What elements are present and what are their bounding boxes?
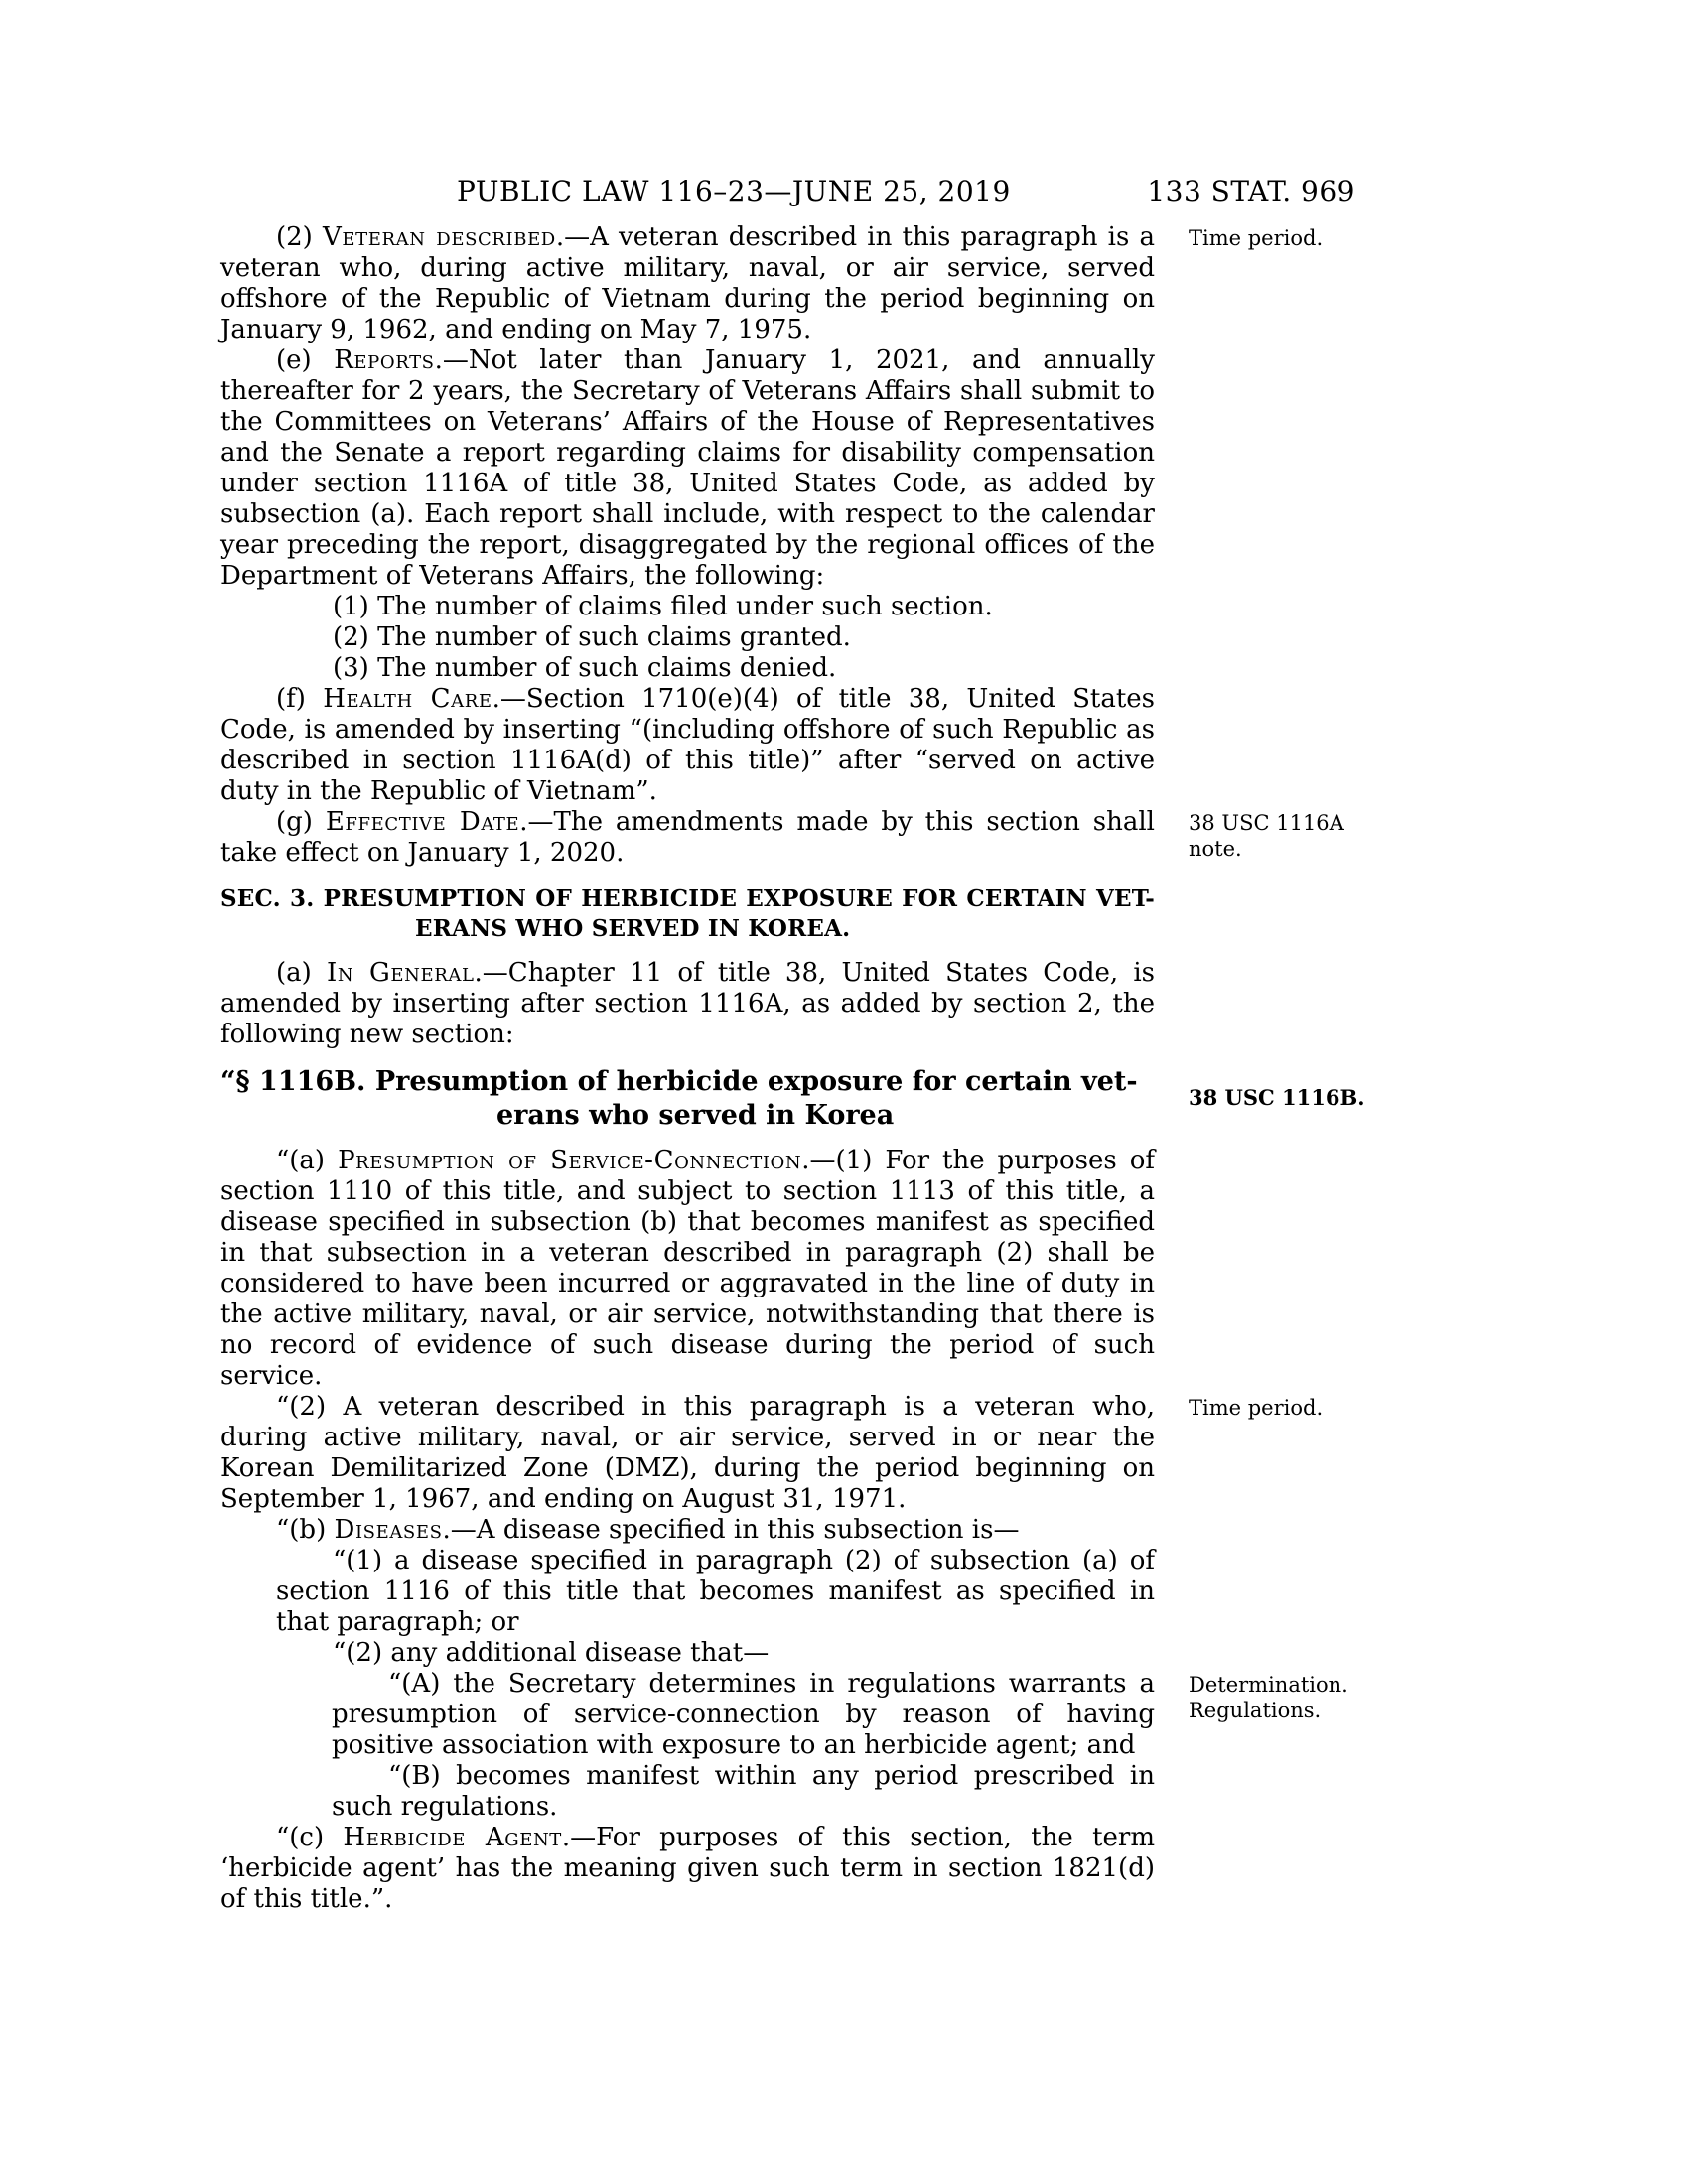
para-effective-date <box>220 807 1344 869</box>
margin-note-line: Determination. <box>1189 1673 1348 1697</box>
para-herbicide-agent <box>220 1823 1155 1915</box>
heading-line: SEC. 3. PRESUMPTION OF HERBICIDE EXPOSURE FOR CERTAIN VET- <box>220 886 1155 912</box>
small-caps-run: Effective Date <box>325 807 520 837</box>
margin-note-line: 38 USC 1116B. <box>1189 1085 1365 1110</box>
para-diseases <box>220 1515 1155 1546</box>
margin-note <box>1189 225 1382 251</box>
text-run: “(A) the Secretary determines in regulations warrants a presumption of service-connection by reason of having positive association with exposure to an herbicide agent; and <box>332 1669 1155 1760</box>
heading-line: erans who served in Korea <box>496 1100 895 1131</box>
text-run: (3) The number of such claims denied. <box>333 653 837 683</box>
header-law-title: PUBLIC LAW 116–23—JUNE 25, 2019 <box>457 175 1011 207</box>
margin-note <box>1189 1085 1382 1111</box>
para-in-general <box>220 958 1155 1050</box>
margin-note <box>1189 1395 1382 1421</box>
text-run: .—The amendments made by this section shall take effect on January 1, 2020. <box>220 807 1155 868</box>
text-run: “(B) becomes manifest within any period prescribed in such regulations. <box>332 1761 1155 1822</box>
para-veteran-described <box>220 222 1324 345</box>
diseases-item-2a <box>332 1669 1348 1761</box>
text-run: (1) The number of claims filed under such section. <box>333 592 993 621</box>
report-item-2 <box>220 622 1155 653</box>
para-presumption <box>220 1146 1155 1392</box>
margin-note-line: 38 USC 1116A <box>1189 811 1344 835</box>
running-header <box>220 175 1355 208</box>
text-run: “(b) <box>276 1515 335 1545</box>
heading-line: “§ 1116B. Presumption of herbicide exposure for certain vet- <box>220 1066 1138 1097</box>
text-run: .—For purposes of this section, the term ‘herbicide agent’ has the meaning given such term in section 1821(d) of this title.”. <box>220 1823 1156 1914</box>
report-item-1 <box>220 592 1155 622</box>
text-run: .—A veteran described in this paragraph is a veteran who, during active military, naval, or air service, served offshore of the Republic of Vietnam during the period beginning on January 9, 1962, and ending on May 7, 1975. <box>220 222 1155 344</box>
text-run: .—A disease specified in this subsection is— <box>442 1515 1020 1545</box>
heading-sec-3 <box>220 885 1155 944</box>
text-run: “(2) A veteran described in this paragraph is a veteran who, during active military, naval, or air service, served in or near the Korean Demilitarized Zone (DMZ), during the period beginning on September 1, 1967, and ending on August 31, 1971. <box>220 1392 1155 1514</box>
text-run: “(1) a disease specified in paragraph (2) of subsection (a) of section 1116 of this title that becomes manifest as specified in that paragraph; or <box>276 1546 1155 1637</box>
text-run: (2) The number of such claims granted. <box>333 622 851 652</box>
para-veteran-korea <box>220 1392 1324 1515</box>
text-run: .—(1) For the purposes of section 1110 of this title, and subject to section 1113 of this title, a disease specified in subsection (b) that becomes manifest as specified in that subsection in a veteran described in paragraph (2) shall be considered to have been incurred or aggravated in the line of duty in the active military, naval, or air service, notwithstanding that there is no record of evidence of such disease during the period of such service. <box>220 1146 1155 1391</box>
small-caps-run: In General <box>327 958 475 988</box>
margin-note-line: Time period. <box>1189 226 1324 250</box>
margin-note-line: Time period. <box>1189 1396 1324 1420</box>
header-page-number: 133 STAT. 969 <box>1147 175 1355 207</box>
text-run: (f) <box>276 684 324 714</box>
report-item-3 <box>220 653 1155 684</box>
diseases-item-2b <box>332 1761 1155 1823</box>
diseases-item-1 <box>276 1546 1155 1638</box>
small-caps-run: Reports <box>334 345 435 375</box>
text-run: “(c) <box>276 1823 344 1852</box>
small-caps-run: Veteran described <box>322 222 556 252</box>
text-run: (2) <box>276 222 323 252</box>
margin-note <box>1189 1672 1382 1723</box>
heading-sec-1116b <box>220 1065 1365 1133</box>
text-run: (a) <box>276 958 327 988</box>
diseases-item-2 <box>276 1638 1155 1669</box>
text-run: .—Section 1710(e)(4) of title 38, United States Code, is amended by inserting “(including offshore of such Republic as described in section 1116A(d) of this title)” after “served on active duty in the Republic of Vietnam”. <box>220 684 1156 806</box>
text-run: (g) <box>276 807 326 837</box>
text-run: .—Not later than January 1, 2021, and annually thereafter for 2 years, the Secretary of Veterans Affairs shall submit to the Committees on Veterans’ Affairs of the House of Representatives and the Senate a report regarding claims for disability compensation under section 1116A of title 38, United States Code, as added by subsection (a). Each report shall include, with respect to the calendar year preceding the report, disaggregated by the regional offices of the Department of Veterans Affairs, the following: <box>220 345 1155 591</box>
margin-note-line: Regulations. <box>1189 1699 1322 1722</box>
text-run: .—Chapter 11 of title 38, United States Code, is amended by inserting after section 1116A, as added by section 2, the following new section: <box>220 958 1155 1049</box>
text-run: “(a) <box>276 1146 339 1175</box>
margin-note-line: note. <box>1189 837 1242 861</box>
margin-note <box>1189 810 1382 862</box>
small-caps-run: Diseases <box>334 1515 443 1545</box>
para-reports <box>220 345 1155 592</box>
para-health-care <box>220 684 1155 807</box>
small-caps-run: Herbicide Agent <box>343 1823 562 1852</box>
text-run: “(2) any additional disease that— <box>333 1638 770 1668</box>
small-caps-run: Health Care <box>323 684 492 714</box>
heading-line: ERANS WHO SERVED IN KOREA. <box>415 915 851 942</box>
body-column <box>220 222 1365 1915</box>
small-caps-run: Presumption of Service-Connection <box>338 1146 802 1175</box>
text-run: (e) <box>276 345 335 375</box>
